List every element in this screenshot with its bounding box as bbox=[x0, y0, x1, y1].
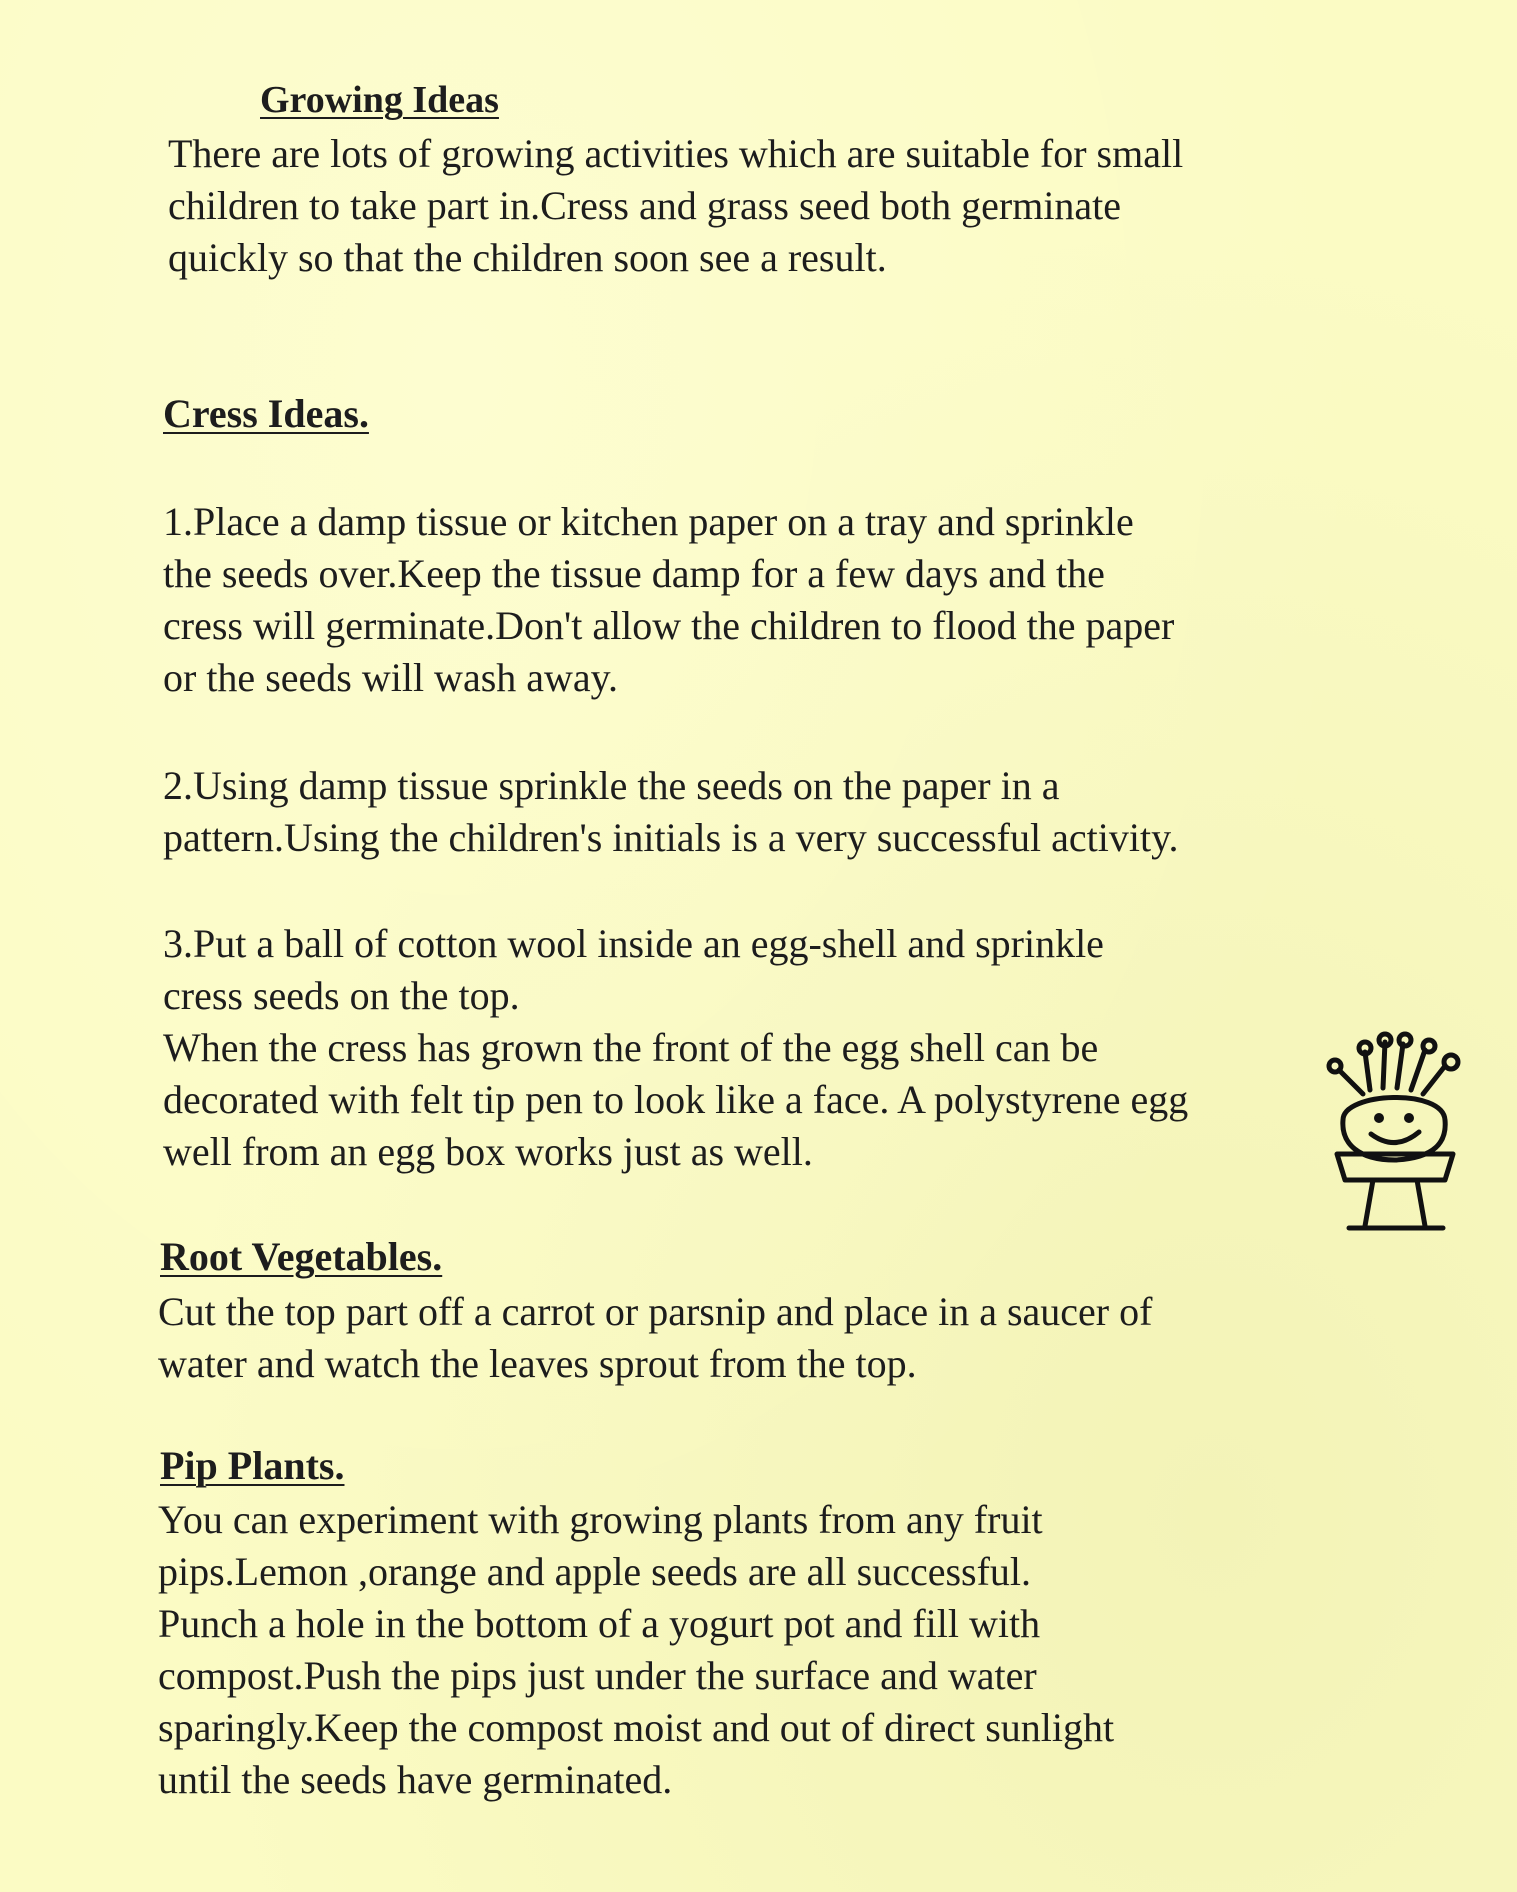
pip-plants-line: sparingly.Keep the compost moist and out of direct sunlight bbox=[158, 1705, 1115, 1750]
intro-line: children to take part in.Cress and grass seed both germinate bbox=[168, 183, 1122, 228]
cress-item-2-line: 2.Using damp tissue sprinkle the seeds on the paper in a bbox=[163, 763, 1060, 808]
cress-item-3-line: decorated with felt tip pen to look like a face. A polystyrene egg bbox=[163, 1077, 1189, 1122]
intro-line: There are lots of growing activities which are suitable for small bbox=[168, 131, 1184, 176]
cress-item-1 bbox=[163, 496, 1174, 704]
pip-plants-line: until the seeds have germinated. bbox=[158, 1757, 673, 1802]
cress-item-3 bbox=[163, 918, 1188, 1178]
pip-plants-paragraph bbox=[158, 1494, 1114, 1806]
cress-item-3-line: When the cress has grown the front of the egg shell can be bbox=[163, 1025, 1099, 1070]
cress-item-1-line: the seeds over.Keep the tissue damp for a few days and the bbox=[163, 551, 1105, 596]
cress-item-2 bbox=[163, 760, 1178, 864]
cress-item-3-line: 3.Put a ball of cotton wool inside an egg-shell and sprinkle bbox=[163, 921, 1104, 966]
cress-item-1-line: or the seeds will wash away. bbox=[163, 655, 619, 700]
cress-item-2-line: pattern.Using the children's initials is a very successful activity. bbox=[163, 815, 1179, 860]
page-title: Growing Ideas bbox=[260, 79, 499, 121]
cress-ideas-heading: Cress Ideas. bbox=[163, 391, 369, 436]
cress-item-1-line: 1.Place a damp tissue or kitchen paper on a tray and sprinkle bbox=[163, 499, 1134, 544]
root-vegetables-heading: Root Vegetables. bbox=[160, 1234, 443, 1279]
pip-plants-line: Punch a hole in the bottom of a yogurt pot and fill with bbox=[158, 1601, 1041, 1646]
pip-plants-line: You can experiment with growing plants from any fruit bbox=[158, 1497, 1043, 1542]
cress-item-1-line: cress will germinate.Don't allow the children to flood the paper bbox=[163, 603, 1175, 648]
pip-plants-heading: Pip Plants. bbox=[160, 1443, 345, 1488]
root-vegetables-line: water and watch the leaves sprout from the top. bbox=[158, 1341, 917, 1386]
intro-paragraph bbox=[168, 128, 1183, 284]
root-vegetables-line: Cut the top part off a carrot or parsnip and place in a saucer of bbox=[158, 1289, 1153, 1334]
intro-line: quickly so that the children soon see a result. bbox=[168, 235, 887, 280]
root-vegetables-paragraph bbox=[158, 1286, 1152, 1390]
cress-item-3-line: well from an egg box works just as well. bbox=[163, 1129, 813, 1174]
egg-cup-face-cress-icon bbox=[1325, 1030, 1475, 1240]
pip-plants-line: pips.Lemon ,orange and apple seeds are all successful. bbox=[158, 1549, 1032, 1594]
pip-plants-line: compost.Push the pips just under the surface and water bbox=[158, 1653, 1037, 1698]
cress-item-3-line: cress seeds on the top. bbox=[163, 973, 520, 1018]
